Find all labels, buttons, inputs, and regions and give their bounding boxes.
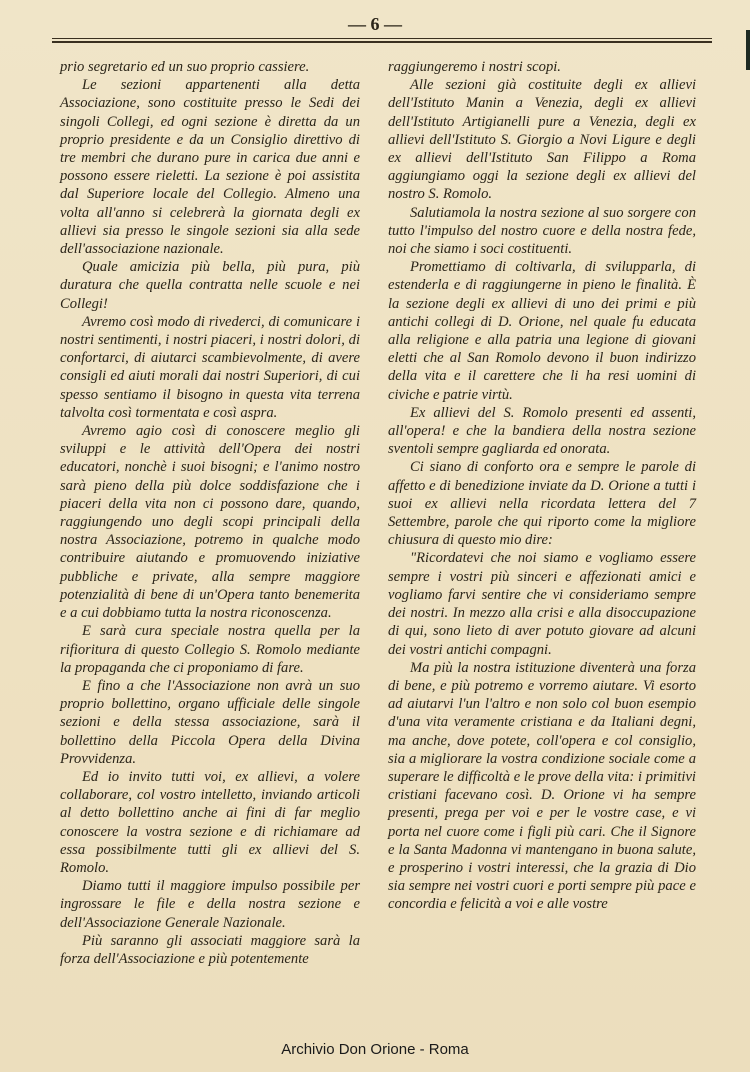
- paragraph: raggiungeremo i nostri scopi.: [388, 59, 561, 75]
- paragraph: "Ricordatevi che noi siamo e vogliamo essere sempre i vostri più sinceri e affezionati amici e vogliamo farvi sentire che vi consideriamo sempre dei nostri. In mezzo alla crisi e alla disoccupazione di qui, sono lieto di aver potuto giovare ad alcuni dei vostri antichi compagni.: [388, 550, 696, 658]
- page-number: — 6 —: [348, 14, 402, 34]
- paragraph: E fino a che l'Associazione non avrà un suo proprio bollettino, organo ufficiale delle singole sezioni e della stessa associazione, sarà il bollettino della Piccola Opera della Divina Provvidenza.: [60, 677, 360, 767]
- paragraph: Salutiamola la nostra sezione al suo sorgere con tutto l'impulso del nostro cuore e della nostra fede, noi che siamo i soci costituenti.: [388, 204, 696, 258]
- paragraph: Ed io invito tutti voi, ex allievi, a volere collaborare, col vostro intelletto, inviando articoli al detto bollettino anche ai fini di far meglio conoscere la vostra sezione e di richiamare ad essa possibilmente tutti gli ex allievi del S. Romolo.: [60, 768, 360, 876]
- paragraph: Ci siano di conforto ora e sempre le parole di affetto e di benedizione inviate da D. Orione a tutti i suoi ex allievi nella ricordata lettera del 7 Settembre, parole che qui riporto come la migliore chiusura di questo mio dire:: [388, 459, 696, 549]
- paragraph: Ex allievi del S. Romolo presenti ed assenti, all'opera! e che la bandiera della nostra sezione sventoli sempre gagliarda ed onorata.: [388, 404, 696, 458]
- page-edge-mark: [746, 30, 750, 70]
- paragraph: Avremo così modo di rivederci, di comunicare i nostri sentimenti, i nostri piaceri, i nostri dolori, di confortarci, di aiutarci scambievolmente, di avere consigli ed aiuti morali dai nostri Superiori, di cui spesso sentiamo il bisogno in questa vita terrena talvolta così tormentata e così aspra.: [60, 313, 360, 421]
- paragraph: Più saranno gli associati maggiore sarà la forza dell'Associazione e più potentemente: [60, 932, 360, 967]
- right-column: [388, 58, 696, 914]
- paragraph: Avremo agio così di conoscere meglio gli sviluppi e le attività dell'Opera dei nostri educatori, nonchè i suoi bisogni; e l'animo nostro sarà pieno della più dolce soddisfazione che i piaceri della vita non ci possono dare, quando, raggiungendo uno degli scopi principali della nostra Associazione, potremo in qualche modo contribuire aiutando e promuovendo iniziative pubbliche e private, alla sempre maggiore potenzialità di bene di un'Opera tanto benemerita e a cui dobbiamo tutta la nostra riconoscenza.: [60, 423, 360, 622]
- paragraph: Alle sezioni già costituite degli ex allievi dell'Istituto Manin a Venezia, degli ex allievi dell'Istituto Artigianelli pure a Venezia, degli ex allievi dell'Istituto S. Giorgio a Novi Ligure e degli ex allievi dell'Istituto San Filippo a Roma aggiungiamo oggi la sezione degli ex allievi del nostro S. Romolo.: [388, 77, 696, 203]
- paragraph: E sarà cura speciale nostra quella per la rifioritura di questo Collegio S. Romolo mediante la propaganda che ci proponiamo di fare.: [60, 623, 360, 676]
- paragraph: Quale amicizia più bella, più pura, più duratura che quella contratta nelle scuole e nei Collegi!: [60, 259, 360, 312]
- paragraph: prio segretario ed un suo proprio cassiere.: [60, 59, 310, 75]
- header-rule: [52, 38, 712, 39]
- archive-footer: Archivio Don Orione - Roma: [281, 1041, 469, 1058]
- paragraph: Ma più la nostra istituzione diventerà una forza di bene, e più potremo e vorremo aiutare. Vi esorto ad aiutarvi l'un l'altro e non solo col buon esempio d'una vita veramente cristiana e da Italiani degni, ma anche, dove potete, coll'opera e col consiglio, sia a migliorare la vostra condizione sociale come a superare le difficoltà e le prove della vita: i primitivi cristiani facevano così. D. Orione vi ha sempre presenti, prega per voi e per le vostre case, e vi porta nel cuore come i figli più cari. Che il Signore e la Santa Madonna vi mantengano in buona salute, e prosperino i vostri interessi, che la grazia di Dio sia sempre nei vostri cuori e porti sempre più pace e concordia e felicità a voi e alle vostre: [388, 659, 696, 913]
- paragraph: Diamo tutti il maggiore impulso possibile per ingrossare le file e della nostra sezione e dell'Associazione Generale Nazionale.: [60, 878, 360, 931]
- paragraph: Promettiamo di coltivarla, di svilupparla, di estenderla e di raggiungerne in pieno le finalità. È la sezione degli ex allievi di uno dei primi e più antichi collegi di D. Orione, nel quale fu educata alla religione e alla patria una legione di giovani eletti che al San Romolo devono il buon indirizzo della vita e il carettere che li ha resi uomini di civiche e patrie virtù.: [388, 259, 696, 403]
- paragraph: Le sezioni appartenenti alla detta Associazione, sono costituite presso le Sedi dei singoli Collegi, ed ogni sezione è diretta da un proprio presidente e da un Consiglio direttivo di tre membri che durano pure in carica due anni e possono essere rieletti. La sezione è poi assistita dal Superiore locale del Collegio. Almeno una volta all'anno si celebrerà la giornata degli ex allievi sia presso le singole sezioni sia alla sede dell'associazione nazionale.: [60, 77, 360, 258]
- header-rule-thick: [52, 41, 712, 43]
- left-column: [60, 58, 360, 968]
